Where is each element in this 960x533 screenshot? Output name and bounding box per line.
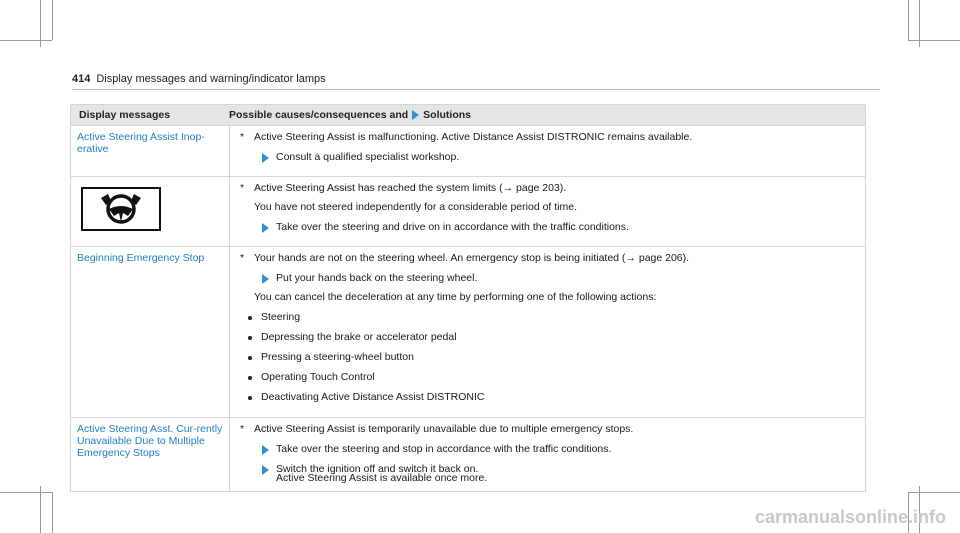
list-item [248,351,855,364]
crop-mark [40,486,41,533]
cause-item [240,131,855,144]
cause-cell [230,126,865,176]
table-header [71,105,865,125]
cause-mark: * [240,131,245,143]
bullet-dot [248,316,252,320]
solution-item [262,272,855,285]
cause-text: Active Steering Assist is temporarily unavailable due to multiple emergency stops. [254,423,634,435]
list-item-text: Depressing the brake or accelerator pedal [261,331,457,343]
table-row [71,417,865,491]
page-number: 414 [72,73,91,85]
solution-item [262,221,855,234]
bullet-dot [248,356,252,360]
cause-item [240,182,855,195]
list-item-text: Operating Touch Control [261,371,375,383]
crop-mark [52,0,53,40]
solution-text: Take over the steering and drive on in accordance with the traffic conditions. [276,221,629,233]
solution-triangle-icon [262,223,269,233]
table-row [71,176,865,246]
solution-text: Switch the ignition off and switch it back on. [276,463,479,475]
list-item [248,311,855,324]
action-list [248,311,855,404]
column-header-messages: Display messages [79,109,171,121]
table-row [71,246,865,417]
crop-mark [0,492,52,493]
header-divider [72,89,880,90]
message-cell[interactable]: Active Steering Asst. Cur-rently Unavailable Due to Multiple Emergency Stops [71,418,230,491]
causes-label: Possible causes/consequences and [229,109,409,121]
page-title: Display messages and warning/indicator lamps [96,73,326,85]
note-text: You have not steered independently for a considerable period of time. [254,201,577,213]
crop-mark [908,0,909,40]
cause-mark: * [240,423,245,435]
solution-triangle-icon [262,274,269,284]
cause-mark: * [240,182,245,194]
solution-text: Consult a qualified specialist workshop. [276,151,460,163]
solution-item [262,151,855,164]
solution-triangle-icon [412,110,419,120]
list-item [248,371,855,384]
bullet-dot [248,396,252,400]
cause-text: Active Steering Assist is malfunctioning. Active Distance Assist DISTRONIC remains available. [254,131,693,143]
note-text: You can cancel the deceleration at any time by performing one of the following actions: [254,291,657,303]
solution-triangle-icon [262,153,269,163]
solution-triangle-icon [262,465,269,475]
cause-cell [230,418,865,491]
solutions-label: Solutions [423,109,472,121]
list-item-text: Steering [261,311,301,323]
cause-item [240,252,855,265]
watermark: carmanualsonline.info [754,507,946,527]
bullet-dot [248,376,252,380]
cause-mark: * [240,252,245,264]
list-item-text: Deactivating Active Distance Assist DISTRONIC [261,391,485,403]
solution-text: Put your hands back on the steering wheel. [276,272,478,284]
message-cell[interactable]: Beginning Emergency Stop [71,247,230,417]
page-header [72,73,326,85]
steering-wheel-hands-icon [81,187,161,231]
icon-cell [71,177,230,246]
solution-triangle-icon [262,445,269,455]
table-row [71,125,865,176]
solution-item [262,443,855,456]
cause-cell [230,177,865,246]
crop-mark [908,492,960,493]
cause-text: Your hands are not on the steering wheel. An emergency stop is being initiated (→ page 206). [254,252,690,264]
cause-item [240,423,855,436]
list-item [248,331,855,344]
bullet-dot [248,336,252,340]
crop-mark [0,40,52,41]
message-cell[interactable]: Active Steering Assist Inop-erative [71,126,230,176]
list-item-text: Pressing a steering-wheel button [261,351,414,363]
cause-cell [230,247,865,417]
display-messages-table [70,104,866,492]
column-header-causes [219,109,865,121]
crop-mark [908,40,960,41]
cause-text: Active Steering Assist has reached the system limits (→ page 203). [254,182,567,194]
crop-mark [52,492,53,533]
solution-continuation: Active Steering Assist is available once more. [276,472,488,484]
list-item [248,391,855,404]
solution-text: Take over the steering and stop in accordance with the traffic conditions. [276,443,612,455]
